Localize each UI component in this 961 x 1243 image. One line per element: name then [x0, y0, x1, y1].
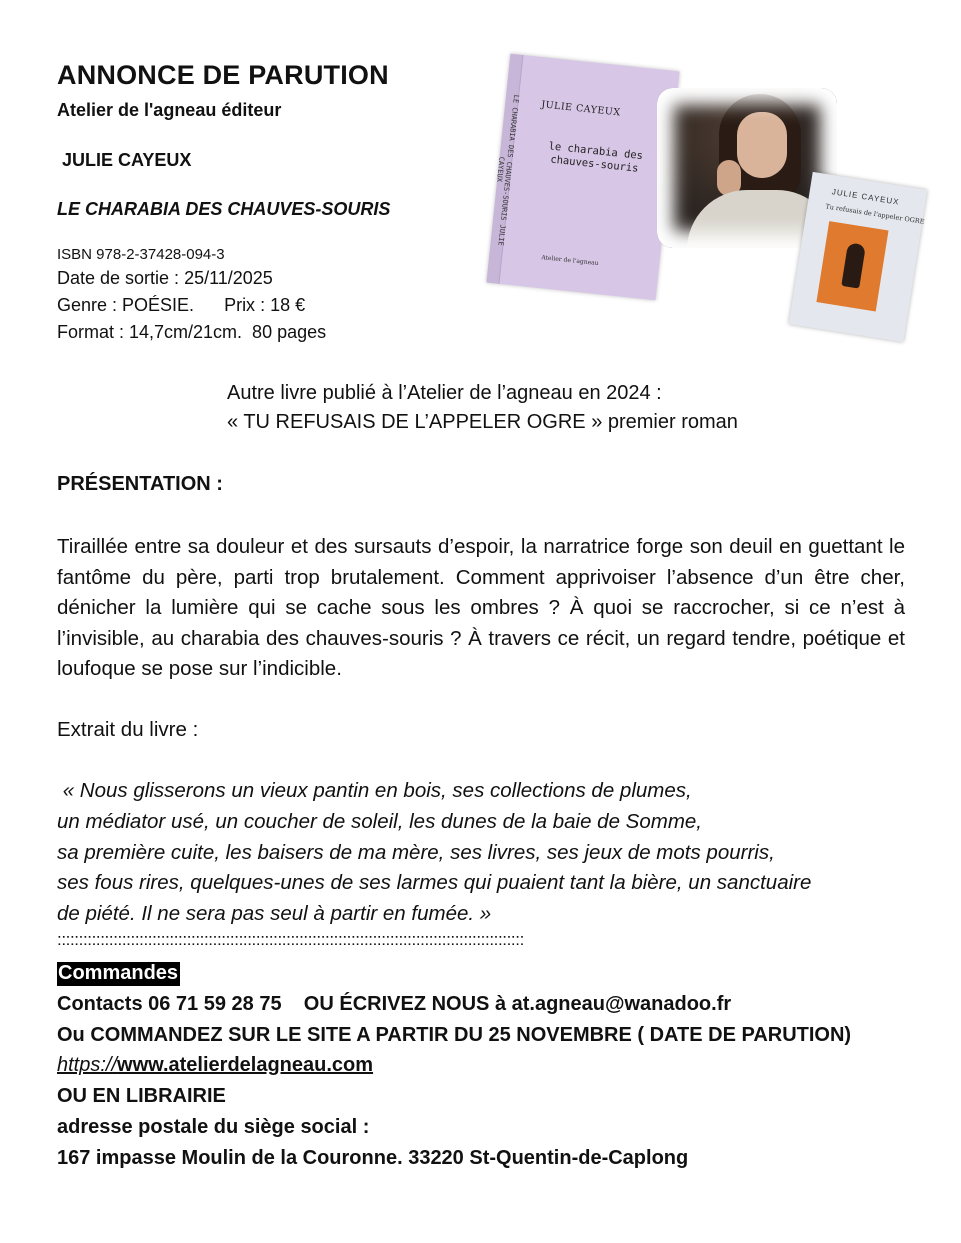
- extract-line: sa première cuite, les baisers de ma mère, ses livres, ses jeux de mots pourris,: [57, 841, 775, 864]
- bookshop-line: OU EN LIBRAIRIE: [57, 1085, 226, 1107]
- other-book-line2: « TU REFUSAIS DE L’APPELER OGRE » premier roman: [227, 411, 738, 433]
- release-date: Date de sortie : 25/11/2025: [57, 268, 273, 288]
- author-name: JULIE CAYEUX: [62, 150, 192, 170]
- separator-dots: ::::::::::::::::::::::::::::::::::::::::::::::::::::::::::::::::::::::::::::::::::::::::::::::::::::::::::::: [57, 930, 524, 949]
- publisher-name: Atelier de l'agneau éditeur: [57, 100, 282, 120]
- genre-price: Genre : POÉSIE. Prix : 18 €: [57, 295, 306, 315]
- second-book-cover-image: [789, 172, 928, 342]
- orders-label: Commandes: [58, 962, 179, 984]
- announcement-title: ANNONCE DE PARUTION: [57, 60, 389, 90]
- postal-address: 167 impasse Moulin de la Couronne. 33220 St-Quentin-de-Caplong: [57, 1147, 689, 1169]
- address-label: adresse postale du siège social :: [57, 1116, 370, 1138]
- cover-publisher: Atelier de l'agneau: [540, 254, 599, 268]
- presentation-heading: PRÉSENTATION :: [57, 473, 223, 495]
- website-link[interactable]: [57, 1054, 373, 1077]
- site-order-line: Ou COMMANDEZ SUR LE SITE A PARTIR DU 25 NOVEMBRE ( DATE DE PARUTION): [57, 1024, 852, 1046]
- extract-label: Extrait du livre :: [57, 718, 199, 741]
- book-title: LE CHARABIA DES CHAUVES-SOURIS: [57, 199, 391, 219]
- extract-line: ses fous rires, quelques-unes de ses larmes qui puaient tant la bière, un sanctuaire: [57, 871, 812, 894]
- presentation-text: Tiraillée entre sa douleur et des sursauts d’espoir, la narratrice forge son deuil en guettant le fantôme du père, parti trop brutalement. Comment apprivoiser l’absence d’un être cher, dénicher la lumière qui se cache sous les ombres ? À quoi se raccrocher, si ce n’est à l’invisible, au charabia des chauves-souris ? À travers ce récit, un regard tendre, poétique et loufoque se pose sur l’indicible.: [57, 535, 905, 680]
- cover-title: le charabia des chauves-souris: [547, 140, 644, 175]
- book-cover-image: [486, 54, 679, 301]
- isbn: ISBN 978-2-37428-094-3: [57, 246, 225, 263]
- second-cover-author: JULIE CAYEUX: [831, 187, 901, 207]
- extract-line: « Nous glisserons un vieux pantin en bois, ses collections de plumes,: [57, 779, 692, 802]
- extract-line: de piété. Il ne sera pas seul à partir en fumée. »: [57, 902, 492, 925]
- book-format: Format : 14,7cm/21cm. 80 pages: [57, 322, 327, 342]
- contacts-line: Contacts 06 71 59 28 75 OU ÉCRIVEZ NOUS à at.agneau@wanadoo.fr: [57, 993, 732, 1015]
- url-protocol[interactable]: https://: [57, 1054, 118, 1076]
- second-cover-title: Tu refusais de l'appeler OGRE: [824, 202, 926, 226]
- url-domain[interactable]: www.atelierdelagneau.com: [117, 1054, 374, 1076]
- book-spine-text: LE CHARABIA DES CHAUVES-SOURIS JULIE CAYEUX: [495, 94, 521, 247]
- extract-line: un médiator usé, un coucher de soleil, les dunes de la baie de Somme,: [57, 810, 702, 833]
- cover-author: JULIE CAYEUX: [540, 99, 622, 119]
- other-book-line1: Autre livre publié à l’Atelier de l’agneau en 2024 :: [227, 382, 662, 404]
